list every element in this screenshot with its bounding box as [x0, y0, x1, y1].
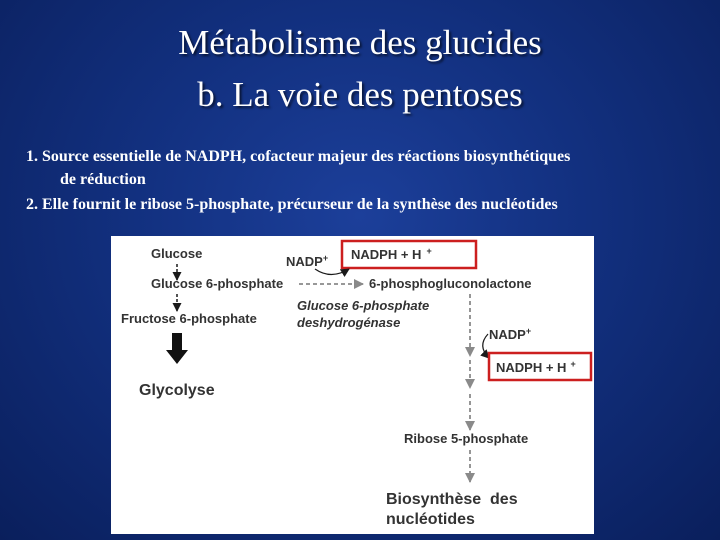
- glucose-6-phosphate-label: Glucose 6-phosphate: [151, 276, 284, 291]
- glycolyse-label: Glycolyse: [139, 382, 215, 399]
- arrow-to-glycolyse-head: [166, 350, 188, 364]
- arrow-to-glycolyse-shaft: [172, 333, 182, 351]
- glucose-label: Glucose: [151, 246, 203, 261]
- bullet-1-line2: de réduction: [60, 171, 146, 188]
- nadp-label-1: NADP+: [286, 253, 329, 269]
- enzyme-label-line2: deshydrogénase: [297, 315, 401, 330]
- phosphogluconolactone-label: 6-phosphogluconolactone: [369, 276, 532, 291]
- biosynthese-label-line2: nucléotides: [386, 511, 475, 528]
- biosynthese-label-line1: Biosynthèse des: [386, 491, 518, 508]
- nadph-label-2: NADPH + H +: [496, 359, 576, 375]
- slide-title-line2: b. La voie des pentoses: [197, 75, 523, 114]
- nadph-label-1: NADPH + H +: [351, 246, 432, 262]
- bullet-2: 2. Elle fournit le ribose 5-phosphate, précurseur de la synthèse des nucléotides: [26, 196, 558, 213]
- pentose-pathway-diagram: [111, 236, 594, 534]
- ribose-5-phosphate-label: Ribose 5-phosphate: [404, 431, 529, 446]
- diagram-svg: [111, 236, 594, 534]
- fructose-6-phosphate-label: Fructose 6-phosphate: [121, 311, 257, 326]
- enzyme-label-line1: Glucose 6-phosphate: [297, 298, 430, 313]
- bullet-1-line1: 1. Source essentielle de NADPH, cofacteur majeur des réactions biosynthétiques: [26, 148, 571, 165]
- nadp-label-2: NADP+: [489, 326, 532, 342]
- cofactor-curve-1: [315, 269, 349, 275]
- slide-title-line1: Métabolisme des glucides: [178, 23, 542, 62]
